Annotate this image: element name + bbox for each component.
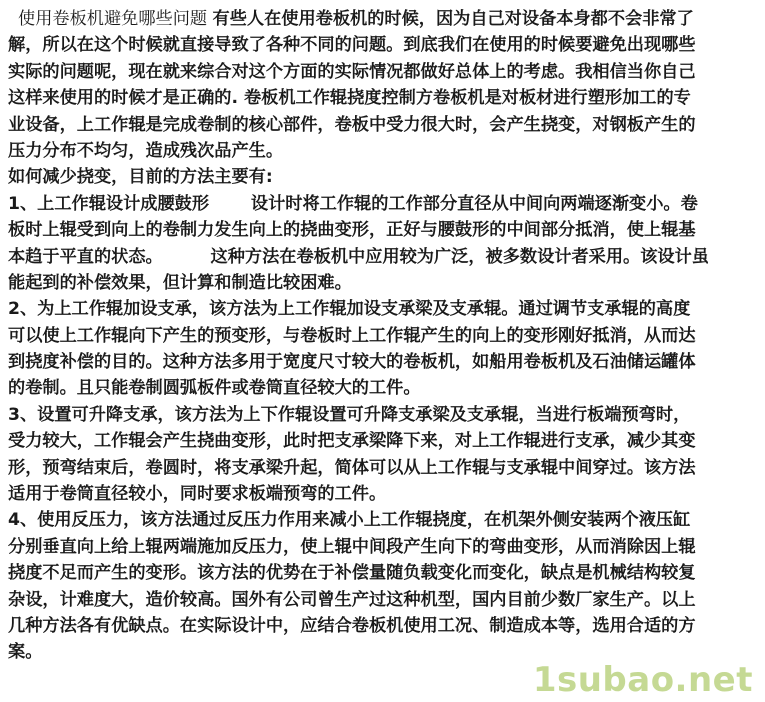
article-line: 业设备，上工作辊是完成卷制的核心部件，卷板中受力很大时，会产生挠变，对钢板产生的 [8, 114, 696, 135]
article-line: 1、上工作辊设计成腰鼓形 设计时将工作辊的工作部分直径从中间向两端逐渐变小。卷 [8, 193, 698, 214]
article-line: 3、设置可升降支承，该方法为上下作辊设置可升降支承梁及支承辊，当进行板端预弯时， [8, 404, 691, 425]
article-line: 挠度不足而产生的变形。该方法的优势在于补偿量随负载变化而变化，缺点是机械结构较复 [8, 563, 696, 584]
article-line-text: 有些人在使用卷板机的时候，因为自己对设备本身都不会非常了 [212, 9, 694, 29]
article-line: 板时上辊受到向上的卷制力发生向上的挠曲变形，正好与腰鼓形的中间部分抵消，使上辊基 [8, 220, 696, 241]
article-line: 的卷制。且只能卷制圆弧板件或卷筒直径较大的工件。 [8, 378, 421, 399]
article-line: 4、使用反压力，该方法通过反压力作用来减小上工作辊挠度，在机架外侧安装两个液压缸 [8, 510, 691, 531]
article-line: 受力较大，工作辊会产生挠曲变形，此时把支承梁降下来，对上工作辊进行支承，减少其变 [8, 431, 696, 452]
article-line: 2、为上工作辊加设支承，该方法为上工作辊加设支承梁及支承辊。通过调节支承辊的高度 [8, 299, 691, 320]
article-line [8, 6, 757, 32]
article-line: 实际的问题呢，现在就来综合对这个方面的实际情况都做好总体上的考虑。我相信当你自己 [8, 61, 696, 82]
article-line: 这样来使用的时候才是正确的. 卷板机工作辊挠度控制方卷板机是对板材进行塑形加工的专 [8, 88, 691, 109]
article-line: 如何减少挠变，目前的方法主要有: [8, 167, 273, 188]
article-line: 分别垂直向上给上辊两端施加反压力，使上辊中间段产生向下的弯曲变形，从而消除因上辊 [8, 536, 696, 557]
article-line: 杂设，计难度大，造价较高。国外有公司曾生产过这种机型，国内目前少数厂家生产。以上 [8, 589, 696, 610]
article-line: 形，预弯结束后，卷圆时，将支承梁升起，简体可以从上工作辊与支承辊中间穿过。该方法 [8, 457, 696, 478]
article-line: 能起到的补偿效果，但计算和制造比较困难。 [8, 272, 352, 293]
article-line: 案。 [8, 642, 43, 663]
article-line: 本趋于平直的状态。 这种方法在卷板机中应用较为广泛，被多数设计者采用。该设计虽 [8, 246, 709, 267]
article-line: 解，所以在这个时候就直接导致了各种不同的问题。到底我们在使用的时候要避免出现哪些 [8, 35, 696, 56]
article-line: 压力分布不均匀，造成残次品产生。 [8, 140, 284, 161]
watermark: 1subao.net [532, 660, 753, 700]
article-line: 几种方法各有优缺点。在实际设计中，应结合卷板机使用工况、制造成本等，选用合适的方 [8, 615, 696, 636]
article-line: 适用于卷筒直径较小，同时要求板端预弯的工件。 [8, 484, 387, 505]
article-title: 使用卷板机避免哪些问题 [18, 9, 213, 29]
article-line: 可以使上工作辊向下产生的预变形，与卷板时上工作辊产生的向上的变形刚好抵消，从而达 [8, 325, 696, 346]
article-line: 到挠度补偿的目的。这种方法多用于宽度尺寸较大的卷板机，如船用卷板机及石油储运罐体 [8, 352, 696, 373]
